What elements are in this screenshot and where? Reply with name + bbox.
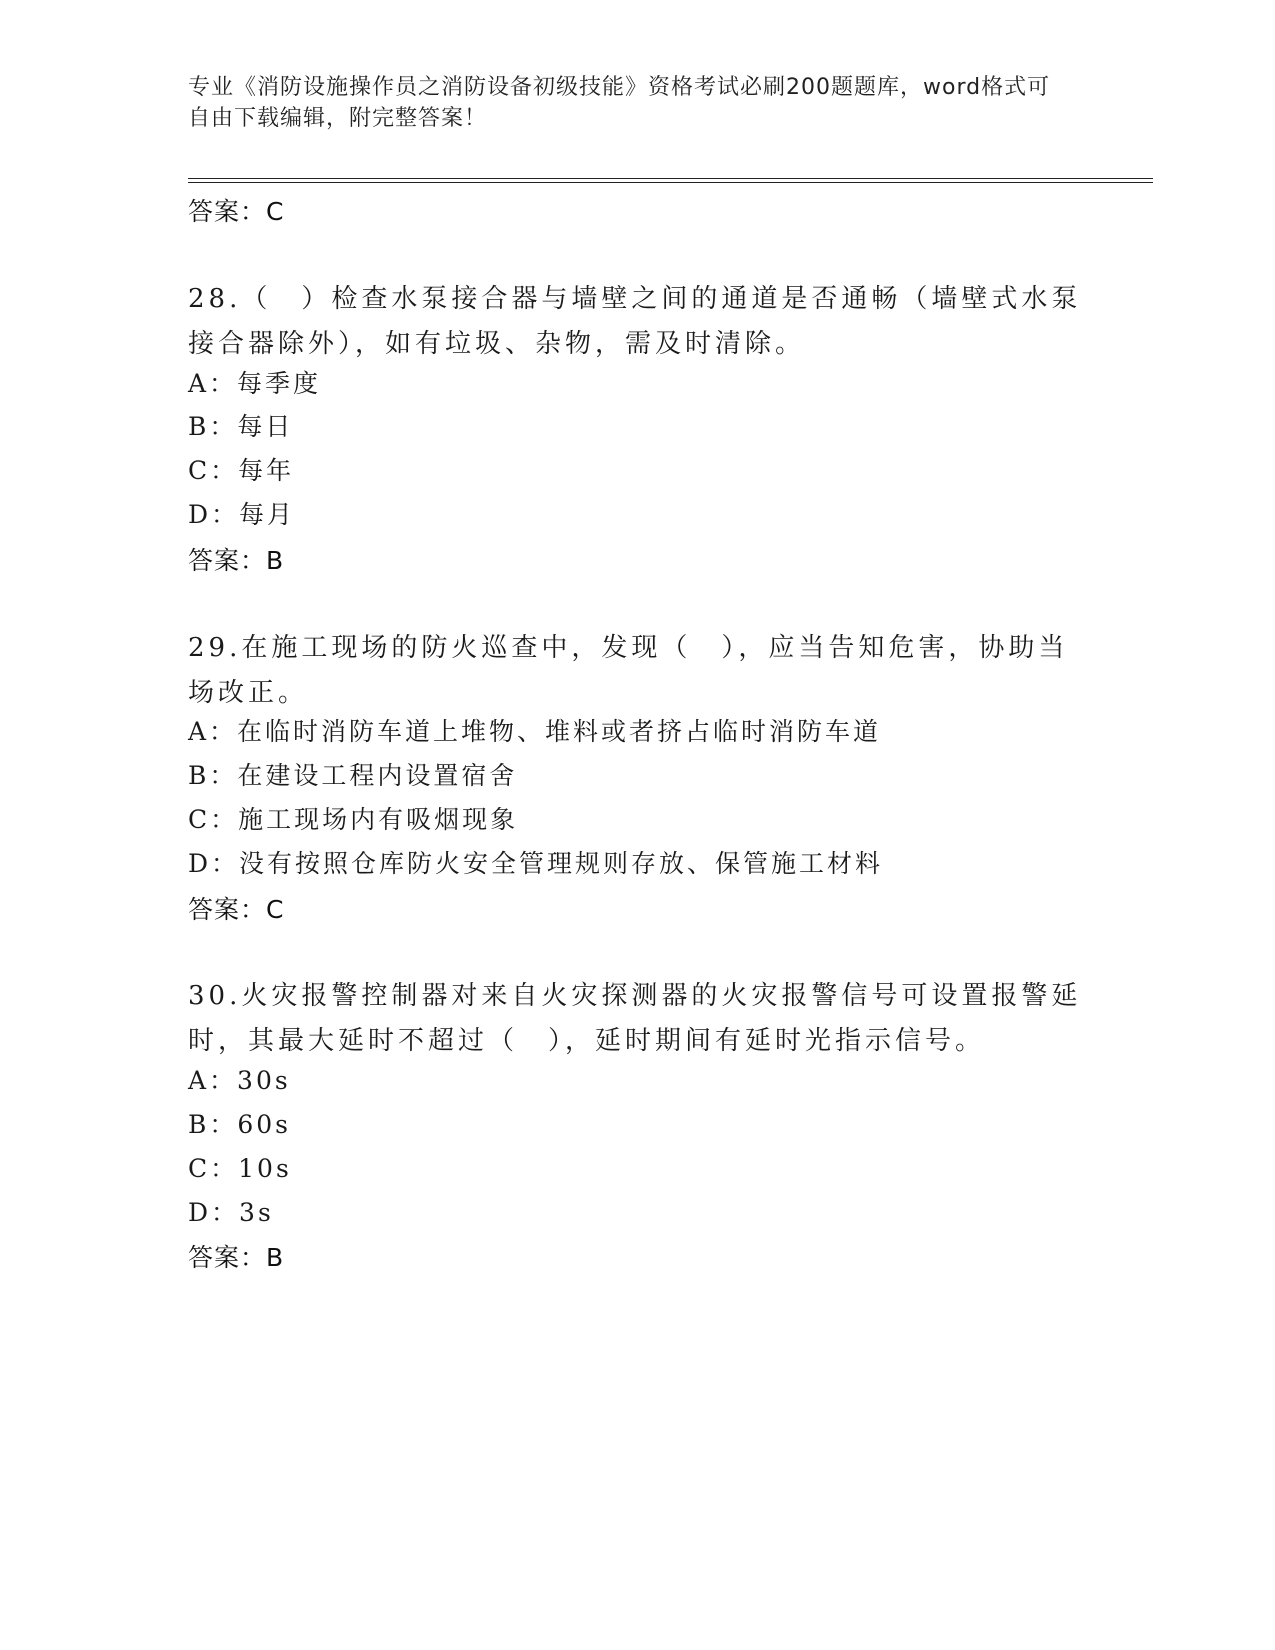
- question-30-answer: 答案：B: [188, 1243, 285, 1272]
- header-divider-top: [188, 178, 1153, 179]
- question-30-option-b: B：60s: [188, 1110, 292, 1139]
- header-divider-bottom: [188, 182, 1153, 183]
- question-29-answer: 答案：C: [188, 895, 285, 924]
- question-29-option-d: D：没有按照仓库防火安全管理规则存放、保管施工材料: [188, 849, 884, 878]
- previous-answer: 答案：C: [188, 197, 285, 226]
- question-28-option-d: D：每月: [188, 500, 296, 529]
- question-28-option-c: C：每年: [188, 456, 295, 485]
- question-30-option-a: A：30s: [188, 1066, 291, 1095]
- question-29-stem: 29.在施工现场的防火巡查中，发现（ ），应当告知危害，协助当场改正。: [188, 633, 1069, 708]
- question-29-option-c: C：施工现场内有吸烟现象: [188, 805, 519, 834]
- question-28-stem: 28.（ ）检查水泵接合器与墙壁之间的通道是否通畅（墙壁式水泵接合器除外），如有垃圾、杂物，需及时清除。: [188, 284, 1082, 359]
- question-30-option-d: D：3s: [188, 1198, 274, 1227]
- question-29-option-a: A：在临时消防车道上堆物、堆料或者挤占临时消防车道: [188, 717, 882, 746]
- question-28-option-b: B：每日: [188, 412, 294, 441]
- question-29-option-b: B：在建设工程内设置宿舍: [188, 761, 518, 790]
- question-30-stem: 30.火灾报警控制器对来自火灾探测器的火灾报警信号可设置报警延时，其最大延时不超过（ ），延时期间有延时光指示信号。: [188, 981, 1082, 1056]
- question-28-answer: 答案：B: [188, 546, 285, 575]
- document-header: 专业《消防设施操作员之消防设备初级技能》资格考试必刷200题题库，word格式可自由下载编辑，附完整答案！: [188, 75, 1051, 131]
- question-30-option-c: C：10s: [188, 1154, 292, 1183]
- question-28-option-a: A：每季度: [188, 369, 322, 398]
